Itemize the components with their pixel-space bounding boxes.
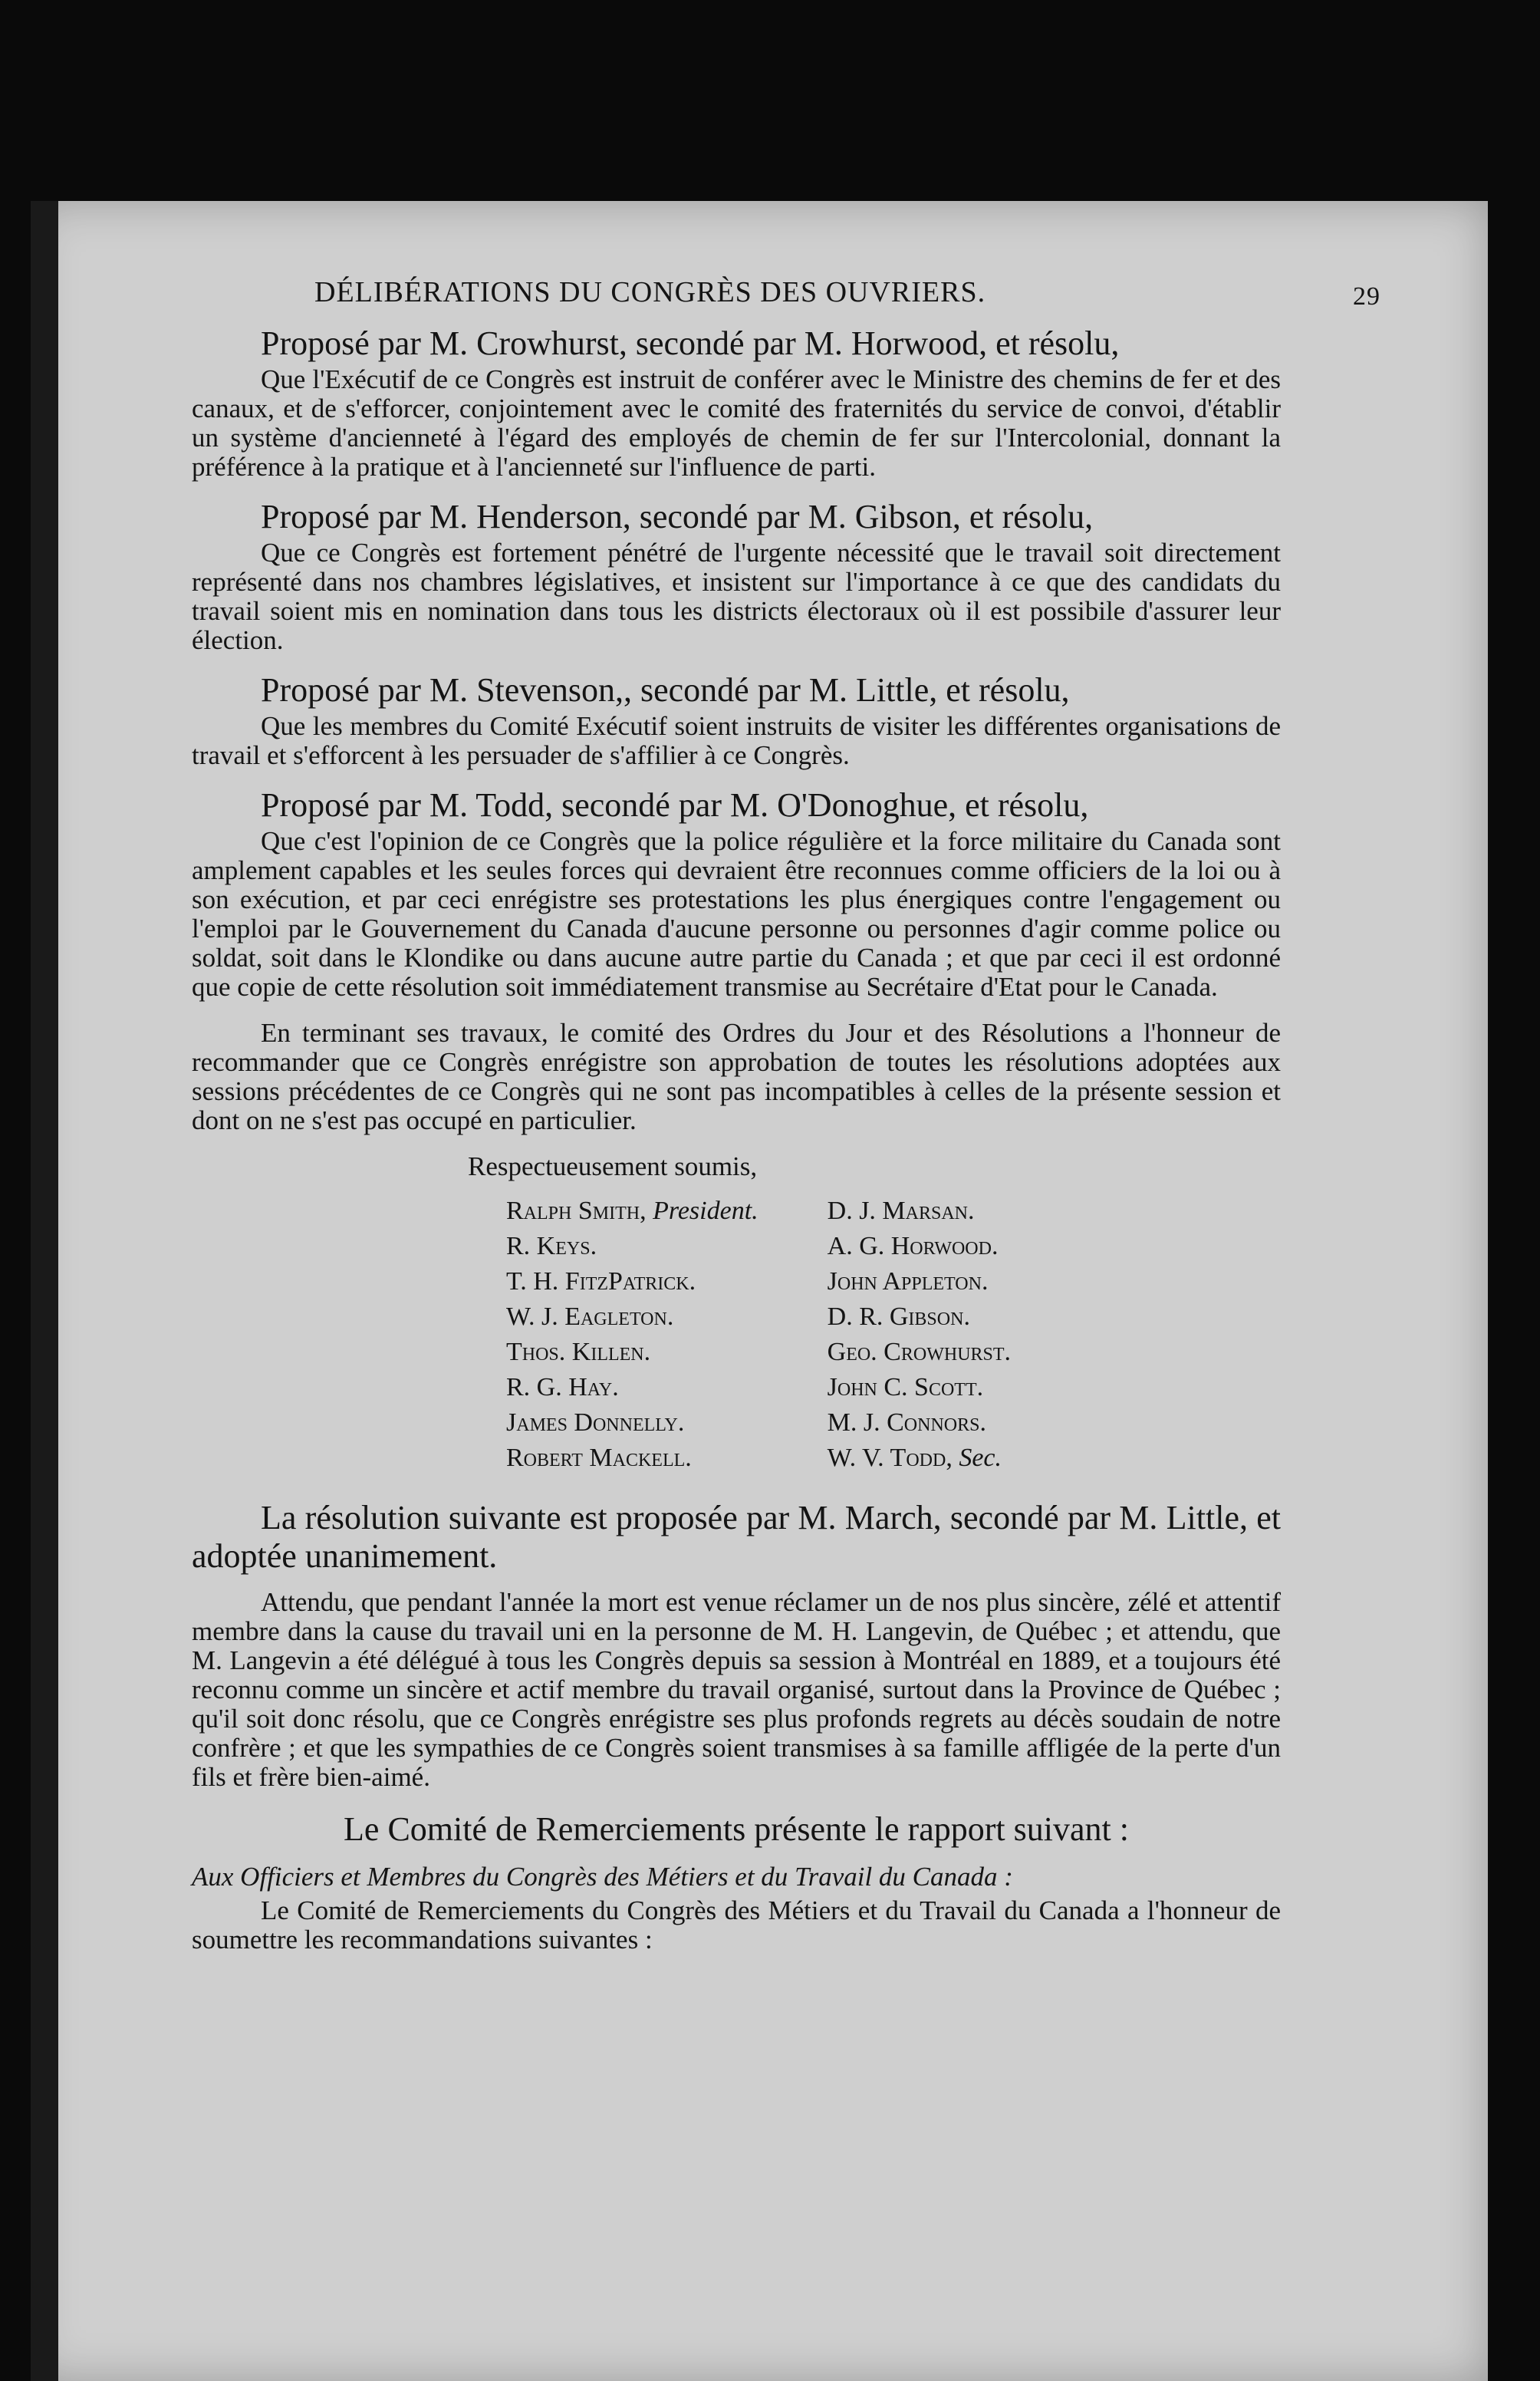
closing-paragraph: En terminant ses travaux, le comité des Ordres du Jour et des Résolutions a l'honneur de recommander que ce Congrès enrégistre son approbation de toutes les résolutions adoptées aux sessions précédentes de ce Congrès qui ne sont pas incompatibles à celles de la présente session et dont on ne s'est pas occupé en particulier. (192, 1018, 1281, 1135)
mover-line: Proposé par M. Henderson, secondé par M. Gibson, et résolu, (261, 498, 1094, 535)
signature: R. Keys. (506, 1232, 597, 1260)
resolution-block (192, 499, 1281, 655)
signature: Thos. Killen. (506, 1338, 651, 1366)
signature: Geo. Crowhurst. (827, 1338, 1012, 1366)
signature: Robert Mackell. (506, 1444, 692, 1472)
running-title: DÉLIBÉRATIONS DU CONGRÈS DES OUVRIERS. (314, 276, 986, 308)
page-number: 29 (1353, 282, 1380, 311)
address-line: Aux Officiers et Membres du Congrès des Métiers et du Travail du Canada : (192, 1862, 1013, 1892)
page-content (192, 276, 1380, 1971)
resolution-text: Que l'Exécutif de ce Congrès est instruit de conférer avec le Ministre des chemins de fer et des canaux, et de s'efforcer, conjointement avec le comité des fraternités du service de convoi, d'établir un système d'ancienneté à l'égard des employés de chemin de fer sur l'Intercolonial, donnant la préférence à la pratique et à l'ancienneté sur l'influence de parti. (192, 364, 1281, 482)
signature: M. J. Connors. (827, 1408, 986, 1437)
resolution-text: Que c'est l'opinion de ce Congrès que la police régulière et la force militaire du Canada sont amplement capables et les seules forces qui devraient être reconnues comme officiers de la loi ou à son exécution, et par ceci enrégistre ses protestations les plus énergiques contre l'engagement ou l'emploi par le Gouvernement du Canada d'aucune personne ou personnes d'agir comme police ou soldat, soit dans le Klondike ou dans aucune autre partie du Canada ; et que par ceci il est ordonné que copie de cette résolution soit immédiatement transmise au Secrétaire d'Etat pour le Canada. (192, 826, 1281, 1002)
document-page (31, 201, 1488, 2381)
signature-column-left (506, 1194, 758, 1476)
signature: Ralph Smith, President. (506, 1197, 758, 1225)
signature: John Appleton. (827, 1267, 989, 1296)
resolution-block (192, 672, 1281, 770)
respectfully-submitted: Respectueusement soumis, (468, 1151, 758, 1181)
mover-line: Proposé par M. Todd, secondé par M. O'Donoghue, et résolu, (261, 786, 1089, 824)
binding-margin (31, 201, 58, 2381)
signature: R. G. Hay. (506, 1373, 619, 1401)
langevin-paragraph: Attendu, que pendant l'année la mort est venue réclamer un de nos plus sincère, zélé et attentif membre dans la cause du travail uni en la personne de M. H. Langevin, de Québec ; et attendu, que M. Langevin a été délégué à tous les Congrès depuis sa session à Montréal en 1889, et a toujours été reconnu comme un sincère et actif membre du travail organisé, surtout dans la Province de Québec ; qu'il soit donc résolu, que ce Congrès enrégistre ses plus profonds regrets au décès soudain de notre confrère ; et que les sympathies de ce Congrès soient transmises à sa famille affligée de la perte d'un fils et frère bien-aimé. (192, 1587, 1281, 1792)
signature: T. H. FitzPatrick. (506, 1267, 696, 1296)
resolution-block (192, 787, 1281, 1002)
signature-column-right (828, 1194, 1011, 1476)
final-paragraph: Le Comité de Remerciements du Congrès des Métiers et du Travail du Canada a l'honneur de soumettre les recommandations suivantes : (192, 1895, 1281, 1955)
signature: D. J. Marsan. (827, 1197, 975, 1225)
mover-line: Proposé par M. Stevenson,, secondé par M. Little, et résolu, (261, 671, 1070, 709)
signature: John C. Scott. (827, 1373, 984, 1401)
resolution-block (192, 325, 1281, 482)
resolution-text: Que les membres du Comité Exécutif soient instruits de visiter les différentes organisations de travail et s'efforcent à les persuader de s'affilier à ce Congrès. (192, 711, 1281, 770)
thanks-heading: Le Comité de Remerciements présente le rapport suivant : (344, 1810, 1129, 1848)
signature: James Donnelly. (506, 1408, 685, 1437)
running-header (192, 276, 1380, 319)
signature: A. G. Horwood. (827, 1232, 999, 1260)
signature: D. R. Gibson. (827, 1302, 970, 1331)
march-resolution: La résolution suivante est proposée par M. March, secondé par M. Little, et adoptée unanimement. (192, 1499, 1281, 1575)
signature: W. V. Todd, Sec. (827, 1444, 1002, 1472)
signature-list (506, 1194, 1281, 1476)
mover-line: Proposé par M. Crowhurst, secondé par M. Horwood, et résolu, (261, 324, 1120, 362)
resolution-text: Que ce Congrès est fortement pénétré de l'urgente nécessité que le travail soit directement représenté dans nos chambres législatives, et insistent sur l'importance à ce que des candidats du travail soient mis en nomination dans tous les districts électoraux où il est possibile d'assurer leur élection. (192, 538, 1281, 655)
signature: W. J. Eagleton. (506, 1302, 674, 1331)
